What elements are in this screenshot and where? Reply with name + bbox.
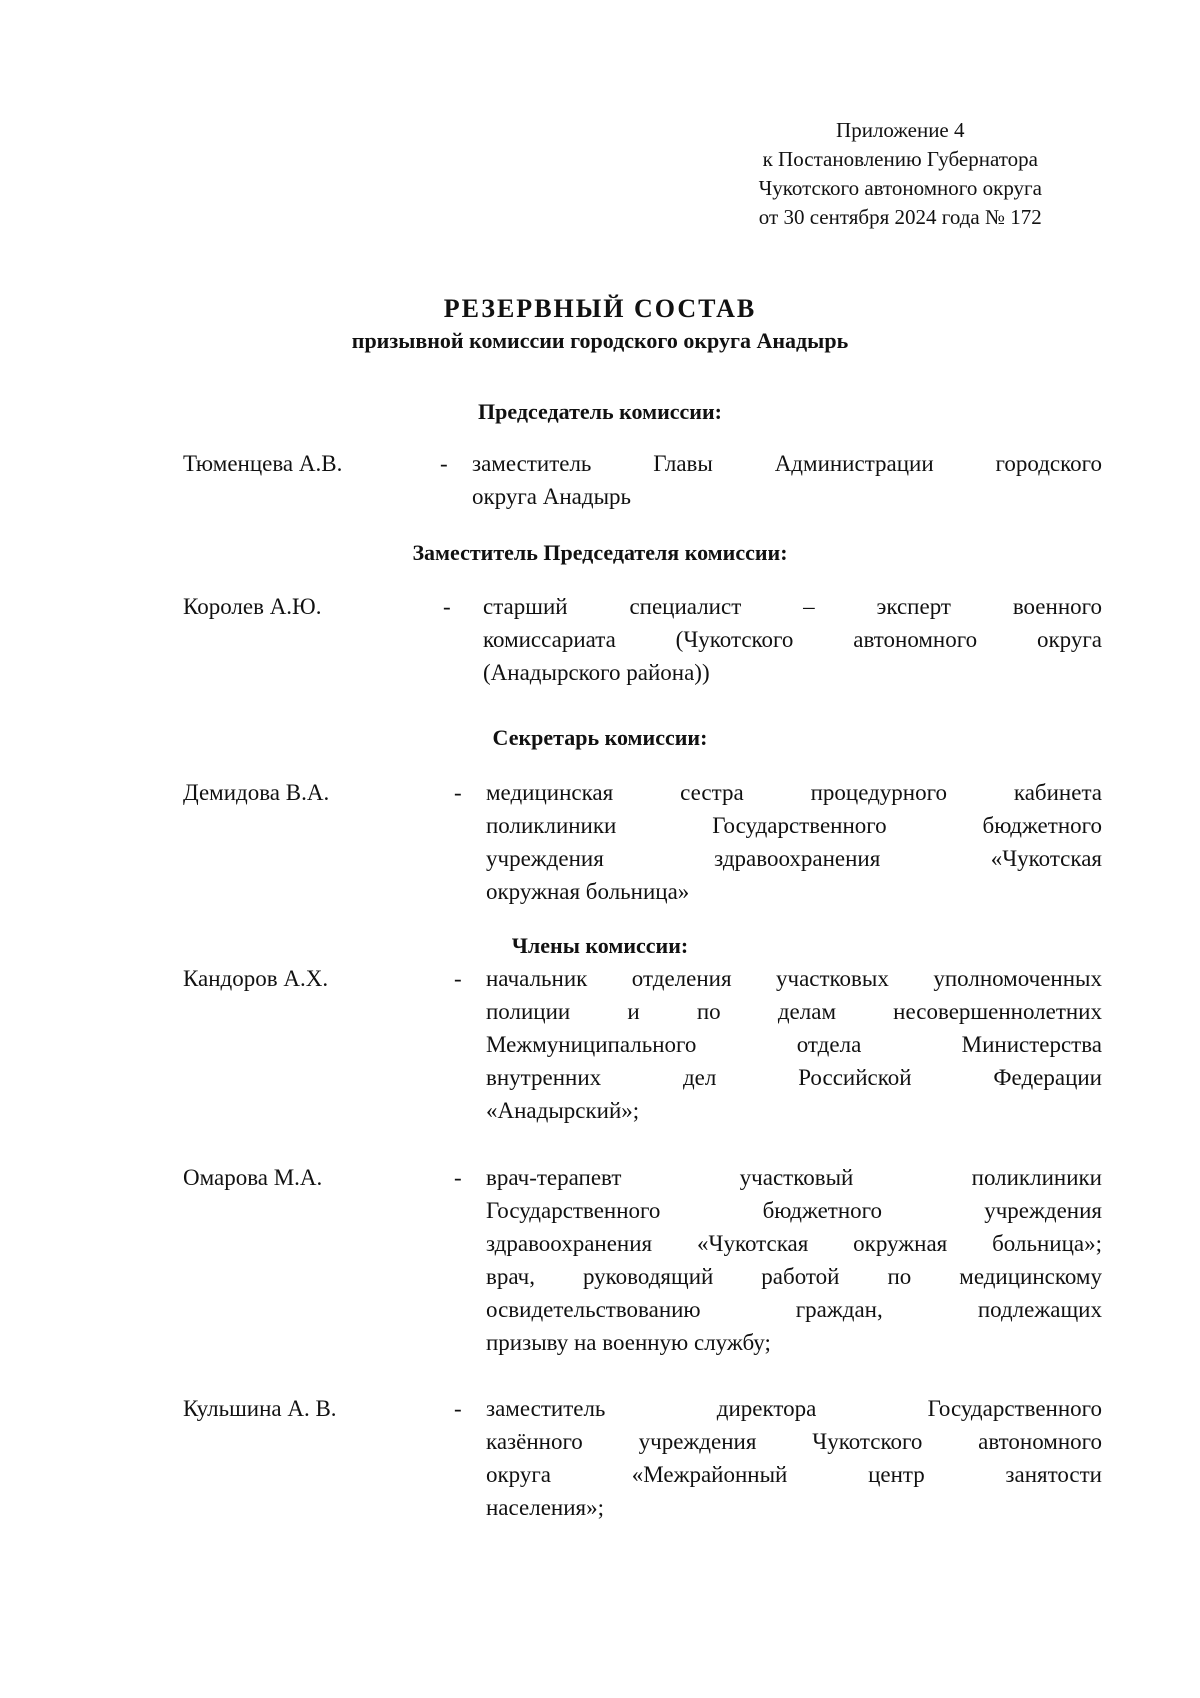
- appendix-line: к Постановлению Губернатора: [762, 147, 1038, 171]
- deputy-heading: Заместитель Председателя комиссии:: [412, 540, 788, 565]
- entry-dash: -: [454, 1396, 462, 1421]
- appendix-line: Приложение 4: [836, 118, 965, 142]
- description-line: «Анадырский»;: [486, 1098, 640, 1123]
- description-line: начальник отделения участковых уполномоченных: [486, 966, 1102, 991]
- description-line: призыву на военную службу;: [486, 1330, 771, 1355]
- deputy-description: [483, 590, 1102, 689]
- description-line: заместитель Главы Администрации городского: [472, 451, 1102, 476]
- description-line: окружная больница»: [486, 879, 690, 904]
- description-line: населения»;: [486, 1495, 604, 1520]
- document-title: РЕЗЕРВНЫЙ СОСТАВ: [443, 294, 757, 323]
- appendix-line: Чукотского автономного округа: [758, 176, 1042, 200]
- description-line: полиции и по делам несовершеннолетних: [486, 999, 1102, 1024]
- description-line: Межмуниципального отдела Министерства: [486, 1032, 1102, 1057]
- members-heading: Члены комиссии:: [511, 933, 689, 958]
- member-description: [486, 1161, 1102, 1359]
- chairman-heading: Председатель комиссии:: [478, 399, 722, 424]
- member-name: Кандоров А.Х.: [183, 966, 329, 991]
- description-line: Государственного бюджетного учреждения: [486, 1198, 1102, 1223]
- description-line: освидетельствованию граждан, подлежащих: [486, 1297, 1102, 1322]
- description-line: комиссариата (Чукотского автономного округа: [483, 627, 1102, 652]
- description-line: учреждения здравоохранения «Чукотская: [486, 846, 1102, 871]
- description-line: внутренних дел Российской Федерации: [486, 1065, 1102, 1090]
- chairman-name: Тюменцева А.В.: [183, 451, 343, 476]
- deputy-name: Королев А.Ю.: [183, 594, 322, 619]
- entry-dash: -: [454, 966, 462, 991]
- description-line: старший специалист – эксперт военного: [483, 594, 1102, 619]
- description-line: округа Анадырь: [472, 484, 632, 509]
- member-name: Омарова М.А.: [183, 1165, 323, 1190]
- chairman-description: [472, 447, 1102, 513]
- entry-dash: -: [440, 451, 448, 476]
- description-line: заместитель директора Государственного: [486, 1396, 1102, 1421]
- entry-dash: -: [443, 594, 451, 619]
- description-line: врач, руководящий работой по медицинскому: [486, 1264, 1102, 1289]
- member-name: Кульшина А. В.: [183, 1396, 337, 1421]
- document-subtitle: призывной комиссии городского округа Анадырь: [351, 328, 849, 353]
- member-description: [486, 1392, 1102, 1524]
- appendix-line: от 30 сентября 2024 года № 172: [758, 205, 1042, 229]
- description-line: округа «Межрайонный центр занятости: [486, 1462, 1102, 1487]
- secretary-name: Демидова В.А.: [183, 780, 330, 805]
- secretary-description: [486, 776, 1102, 908]
- description-line: медицинская сестра процедурного кабинета: [486, 780, 1102, 805]
- description-line: казённого учреждения Чукотского автономного: [486, 1429, 1102, 1454]
- description-line: врач-терапевт участковый поликлиники: [486, 1165, 1102, 1190]
- description-line: поликлиники Государственного бюджетного: [486, 813, 1102, 838]
- entry-dash: -: [454, 780, 462, 805]
- description-line: (Анадырского района)): [483, 660, 710, 685]
- secretary-heading: Секретарь комиссии:: [492, 725, 708, 750]
- description-line: здравоохранения «Чукотская окружная больница»;: [486, 1231, 1102, 1256]
- member-description: [486, 962, 1102, 1127]
- entry-dash: -: [454, 1165, 462, 1190]
- appendix-reference: [759, 116, 1042, 232]
